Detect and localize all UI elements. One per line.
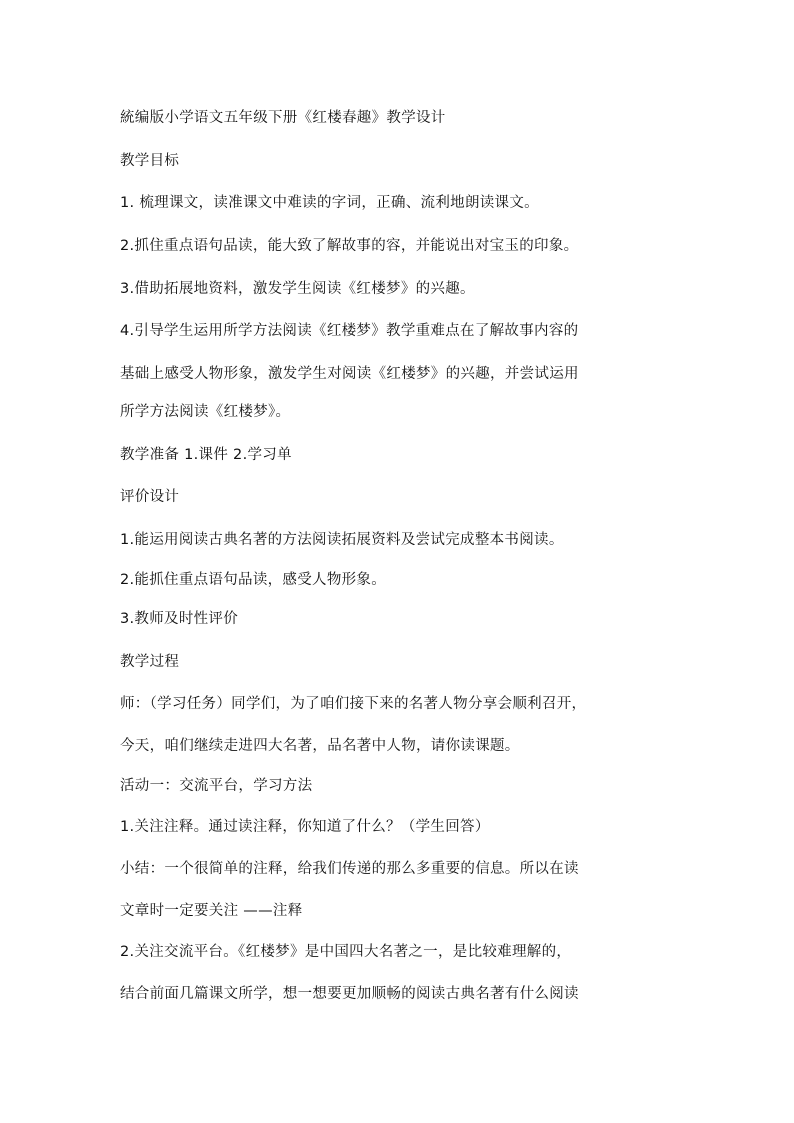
paragraph-line: 教学准备 1.课件 2.学习单 bbox=[120, 447, 292, 463]
paragraph-line: 师：（学习任务）同学们，为了咱们接下来的名著人物分享会顺利召开， bbox=[120, 696, 587, 712]
paragraph-line: 2.能抓住重点语句品读，感受人物形象。 bbox=[120, 572, 387, 588]
paragraph-line: 所学方法阅读《红楼梦》。 bbox=[120, 404, 291, 420]
paragraph-line: 3.借助拓展地资料，激发学生阅读《红楼梦》的兴趣。 bbox=[120, 281, 475, 297]
paragraph-line: 2.关注交流平台。《红楼梦》是中国四大名著之一，是比较难理解的， bbox=[120, 944, 572, 960]
document-title: 統编版小学语文五年级下册《红楼春趣》教学设计 bbox=[120, 110, 446, 126]
paragraph-line: 结合前面几篇课文所学，想一想要更加顺畅的阅读古典名著有什么阅读 bbox=[120, 986, 579, 1002]
section-heading: 评价设计 bbox=[120, 489, 180, 505]
paragraph-line: 1.关注注释。通过读注释，你知道了什么？（学生回答） bbox=[120, 819, 490, 835]
section-heading: 活动一：交流平台，学习方法 bbox=[120, 778, 313, 794]
paragraph-line: 小结：一个很简单的注释，给我们传递的那么多重要的信息。所以在读 bbox=[120, 861, 579, 877]
paragraph-line: 今天，咱们继续走进四大名著，品名著中人物，请你读课题。 bbox=[120, 738, 520, 754]
section-heading: 教学过程 bbox=[120, 654, 180, 670]
paragraph-line: 1. 梳理课文，读准课文中难读的字词，正确、流利地朗读课文。 bbox=[120, 195, 539, 211]
paragraph-line: 文章时一定要关注 ——注释 bbox=[120, 903, 303, 919]
paragraph-line: 3.教师及时性评价 bbox=[120, 611, 239, 627]
paragraph-line: 基础上感受人物形象，激发学生对阅读《红楼梦》的兴趣，并尝试运用 bbox=[120, 366, 579, 382]
paragraph-line: 2.抓住重点语句品读，能大致了解故事的容，并能说出对宝玉的印象。 bbox=[120, 238, 579, 254]
paragraph-line: 4.引导学生运用所学方法阅读《红楼梦》教学重难点在了解故事内容的 bbox=[120, 323, 579, 339]
section-heading: 教学目标 bbox=[120, 153, 180, 169]
paragraph-line: 1.能运用阅读古典名著的方法阅读拓展资料及尝试完成整本书阅读。 bbox=[120, 532, 564, 548]
